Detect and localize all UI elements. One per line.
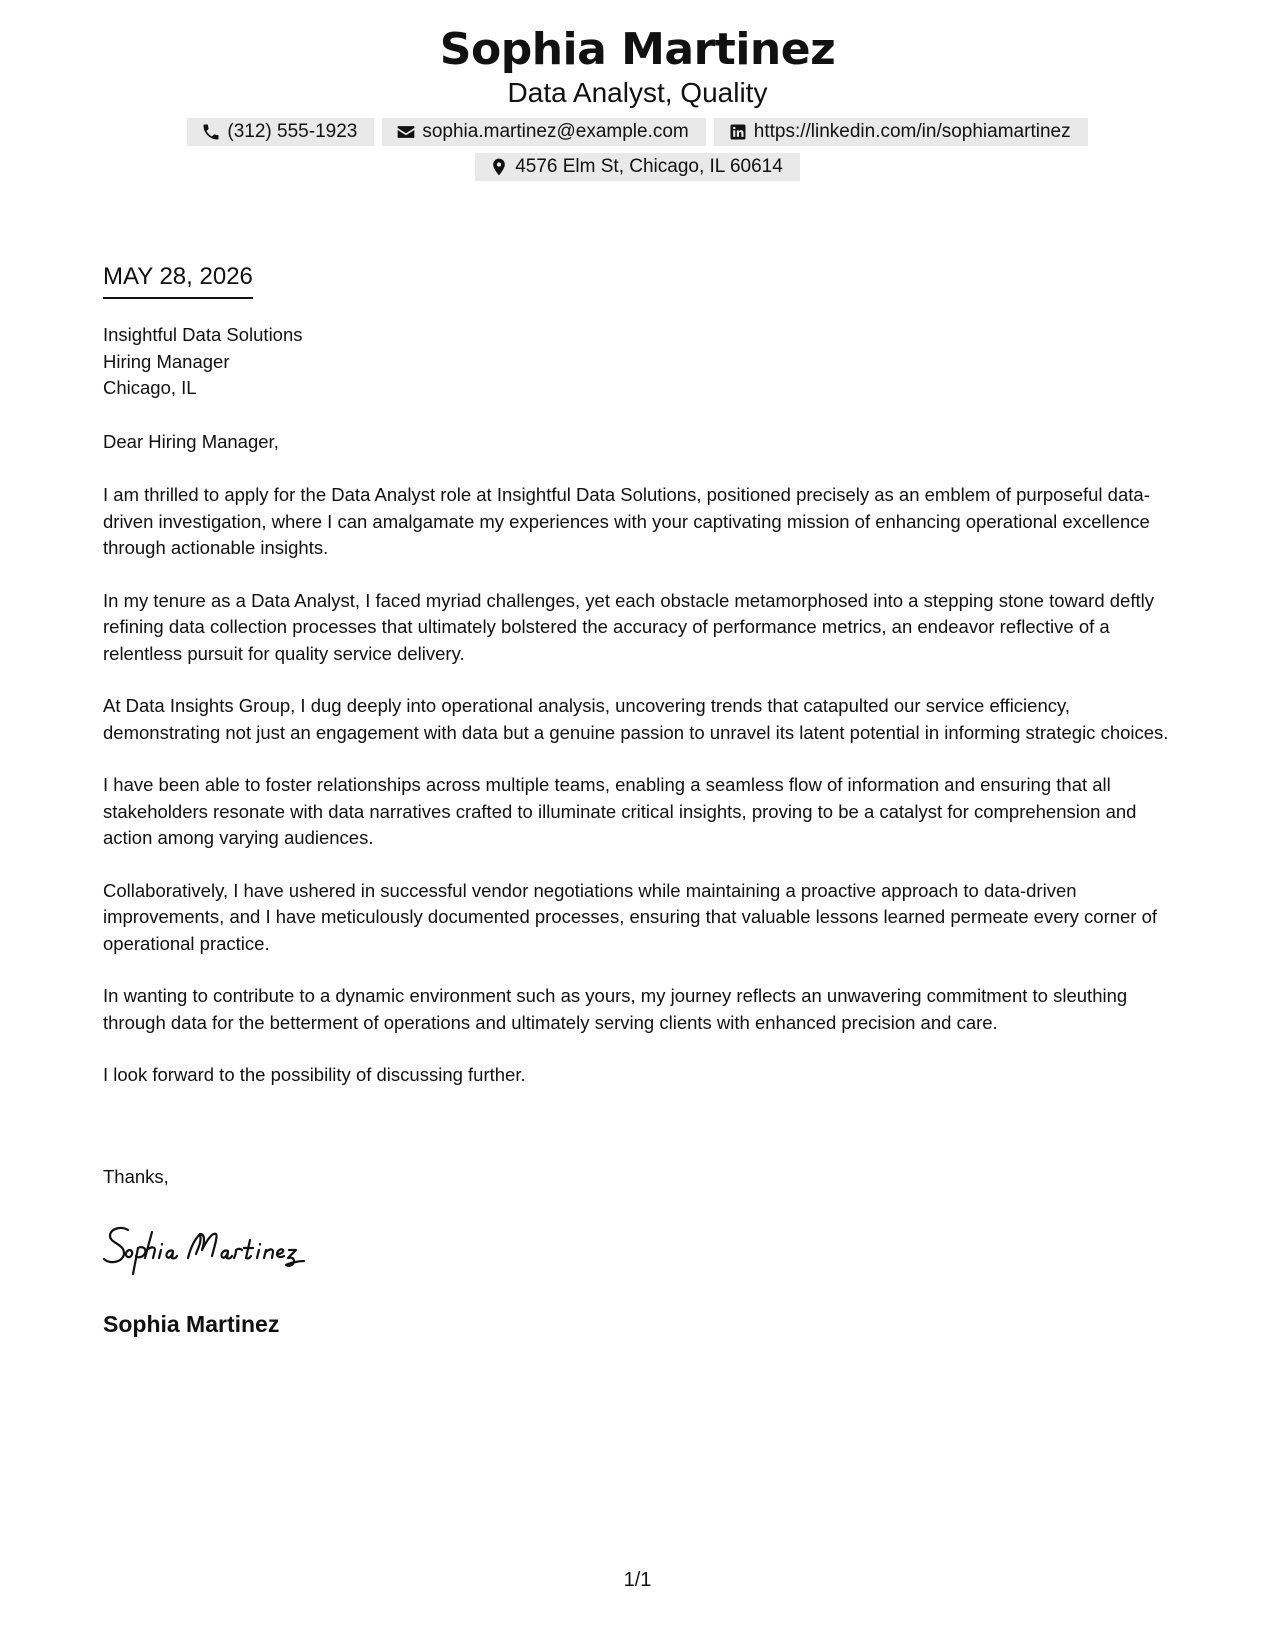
page-indicator: 1/1 (623, 1569, 652, 1591)
recipient-role: Hiring Manager (103, 350, 230, 372)
body-paragraph: In my tenure as a Data Analyst, I faced myriad challenges, yet each obstacle metamorphosed into a stepping stone toward deftly refining data collection processes that ultimately bolstered the accuracy of performance metrics, an endeavor reflective of a relentless pursuit for quality service delivery. (103, 589, 1154, 664)
linkedin-text: https://linkedin.com/in/sophiamartinez (753, 121, 1071, 142)
address-text: 4576 Elm St, Chicago, IL 60614 (515, 156, 783, 177)
body-paragraph: Collaboratively, I have ushered in successful vendor negotiations while maintaining a proactive approach to data-driven improvements, and I have meticulously documented processes, ensuring that valuable lessons learned permeate every corner of operational practice. (103, 879, 1158, 954)
email-text: sophia.martinez@example.com (422, 121, 689, 142)
envelope-icon (396, 122, 416, 142)
closing: Thanks, (103, 1166, 169, 1187)
contact-linkedin[interactable] (714, 118, 1088, 146)
map-marker-icon (489, 157, 509, 177)
letter-header (0, 24, 1275, 181)
recipient-location: Chicago, IL (103, 377, 197, 398)
letter-date: MAY 28, 2026 (103, 262, 253, 299)
signature-image (100, 1220, 370, 1280)
body-paragraph: I am thrilled to apply for the Data Analyst role at Insightful Data Solutions, positioned precisely as an emblem of purposeful data-driven investigation, where I can amalgamate my experiences with your captivating mission of enhancing operational excellence through actionable insights. (103, 484, 1150, 558)
body-paragraph: At Data Insights Group, I dug deeply into operational analysis, uncovering trends that catapulted our service efficiency, demonstrating not just an engagement with data but a genuine passion to unravel its latent potential in informing strategic choices. (103, 695, 1169, 743)
applicant-title: Data Analyst, Quality (507, 77, 768, 108)
salutation: Dear Hiring Manager, (103, 431, 279, 452)
body-paragraph: In wanting to contribute to a dynamic environment such as yours, my journey reflects an unwavering commitment to sleuthing through data for the betterment of operations and ultimately serving clients with enhanced precision and care. (103, 985, 1128, 1033)
body-paragraph: I look forward to the possibility of discussing further. (103, 1064, 526, 1085)
contact-phone[interactable] (187, 118, 374, 146)
linkedin-icon (728, 122, 748, 142)
applicant-name: Sophia Martinez (439, 24, 836, 75)
phone-icon (201, 122, 221, 142)
contact-email[interactable] (382, 118, 705, 146)
contact-address (475, 153, 800, 181)
body-paragraph: I have been able to foster relationships across multiple teams, enabling a seamless flow of information and ensuring that all stakeholders resonate with data narratives crafted to illuminate critical insights, proving to be a catalyst for comprehension and action among varying audiences. (103, 774, 1137, 848)
letter-body (103, 482, 1178, 1115)
recipient-block (103, 322, 1178, 402)
contact-row-primary (0, 118, 1275, 146)
recipient-company: Insightful Data Solutions (103, 324, 303, 345)
handwritten-signature (100, 1220, 370, 1285)
signed-name: Sophia Martinez (103, 1311, 280, 1337)
phone-text: (312) 555-1923 (227, 121, 358, 142)
contact-row-secondary (0, 153, 1275, 181)
